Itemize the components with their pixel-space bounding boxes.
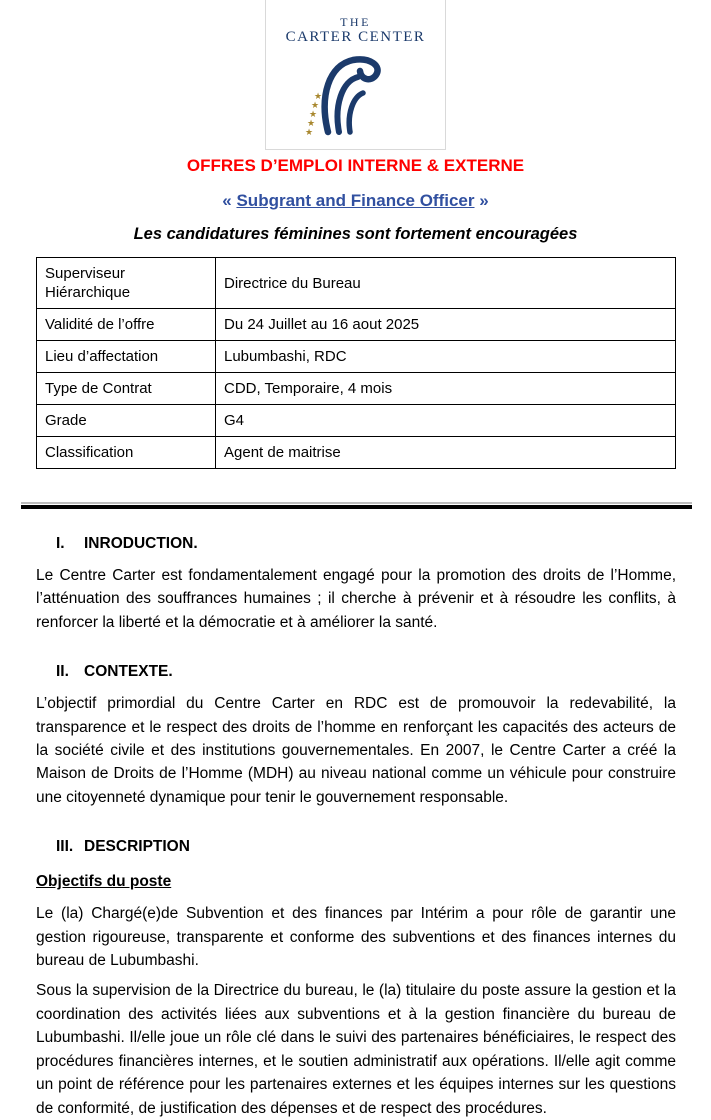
eagle-icon bbox=[305, 50, 385, 136]
table-row bbox=[37, 373, 676, 405]
logo-text-carter-center: CARTER CENTER bbox=[285, 29, 426, 45]
detail-value: G4 bbox=[216, 405, 676, 437]
paragraph-objectifs-2: Sous la supervision de la Directrice du bureau, le (la) titulaire du poste assure la gestion et la coordination des activités liées aux subventions et à la gestion financière du bureau de Lubumbashi. Il/elle joue un rôle clé dans le suivi des partenaires bénéficiaires, le respect des procédures financières internes, et le soutien administratif aux opérations. Il/elle agit comme un point de référence pour les partenaires externes et les équipes internes sur les questions de conformité, de justification des dépenses et de respect des procédures. bbox=[36, 982, 676, 1117]
section-title: DESCRIPTION bbox=[84, 838, 190, 856]
job-details-table bbox=[36, 257, 676, 469]
detail-label: Lieu d’affectation bbox=[37, 341, 216, 373]
star-icon: ★ bbox=[313, 92, 322, 102]
document-body bbox=[0, 257, 711, 1120]
table-row bbox=[37, 405, 676, 437]
carter-center-logo bbox=[265, 0, 446, 150]
section-number: II. bbox=[56, 663, 69, 681]
table-row bbox=[37, 258, 676, 309]
guillemet-open: « bbox=[222, 191, 237, 210]
table-row bbox=[37, 341, 676, 373]
detail-value: Agent de maitrise bbox=[216, 437, 676, 469]
job-title-link[interactable]: Subgrant and Finance Officer bbox=[236, 191, 475, 210]
paragraph-objectifs-1: Le (la) Chargé(e)de Subvention et des finances par Intérim a pour rôle de garantir une gestion rigoureuse, transparente et conforme des subventions et des finances internes du bureau de Lubumbashi. bbox=[36, 905, 676, 970]
section-title: INRODUCTION. bbox=[84, 535, 198, 552]
document-title: OFFRES D’EMPLOI INTERNE & EXTERNE bbox=[186, 156, 525, 175]
star-icon: ★ bbox=[310, 101, 319, 111]
section-heading-contexte bbox=[56, 660, 676, 683]
section-number: I. bbox=[56, 535, 65, 552]
detail-value: Directrice du Bureau bbox=[216, 258, 676, 309]
star-icon: ★ bbox=[306, 119, 315, 129]
detail-label: Type de Contrat bbox=[37, 373, 216, 405]
subheading-objectifs-du-poste: Objectifs du poste bbox=[36, 873, 172, 891]
star-icon: ★ bbox=[304, 128, 313, 138]
paragraph-contexte: L’objectif primordial du Centre Carter en RDC est de promouvoir la redevabilité, la transparence et le respect des droits de l’homme en renforçant les capacités des acteurs de la société civile et des institutions gouvernementales. En 2007, le Centre Carter a créé la Maison de Droits de l’Homme (MDH) au niveau national comme un véhicule pour construire une citoyenneté dynamique pour tenir le gouvernement responsable. bbox=[36, 695, 676, 806]
detail-label: Classification bbox=[37, 437, 216, 469]
paragraph-introduction: Le Centre Carter est fondamentalement engagé pour la promotion des droits de l’Homme, l’atténuation des souffrances humaines ; il cherche à prévenir et à résoudre les conflits, à renforcer la liberté et la démocratie et à améliorer la santé. bbox=[36, 567, 676, 631]
detail-value: Du 24 Juillet au 16 aout 2025 bbox=[216, 309, 676, 341]
table-row bbox=[37, 309, 676, 341]
section-heading-introduction bbox=[56, 532, 676, 555]
section-title: CONTEXTE. bbox=[84, 663, 173, 681]
tagline: Les candidatures féminines sont fortement encouragées bbox=[133, 225, 578, 243]
star-icon: ★ bbox=[308, 110, 317, 120]
detail-label: Superviseur Hiérarchique bbox=[37, 258, 216, 309]
logo-text-the: THE bbox=[340, 15, 371, 29]
section-heading-description bbox=[56, 835, 676, 858]
section-number: III. bbox=[56, 838, 74, 856]
detail-label: Validité de l’offre bbox=[37, 309, 216, 341]
table-row bbox=[37, 437, 676, 469]
guillemet-close: » bbox=[474, 191, 489, 210]
detail-value: CDD, Temporaire, 4 mois bbox=[216, 373, 676, 405]
detail-label: Grade bbox=[37, 405, 216, 437]
detail-value: Lubumbashi, RDC bbox=[216, 341, 676, 373]
job-title-line bbox=[0, 190, 711, 211]
section-divider bbox=[21, 502, 692, 509]
